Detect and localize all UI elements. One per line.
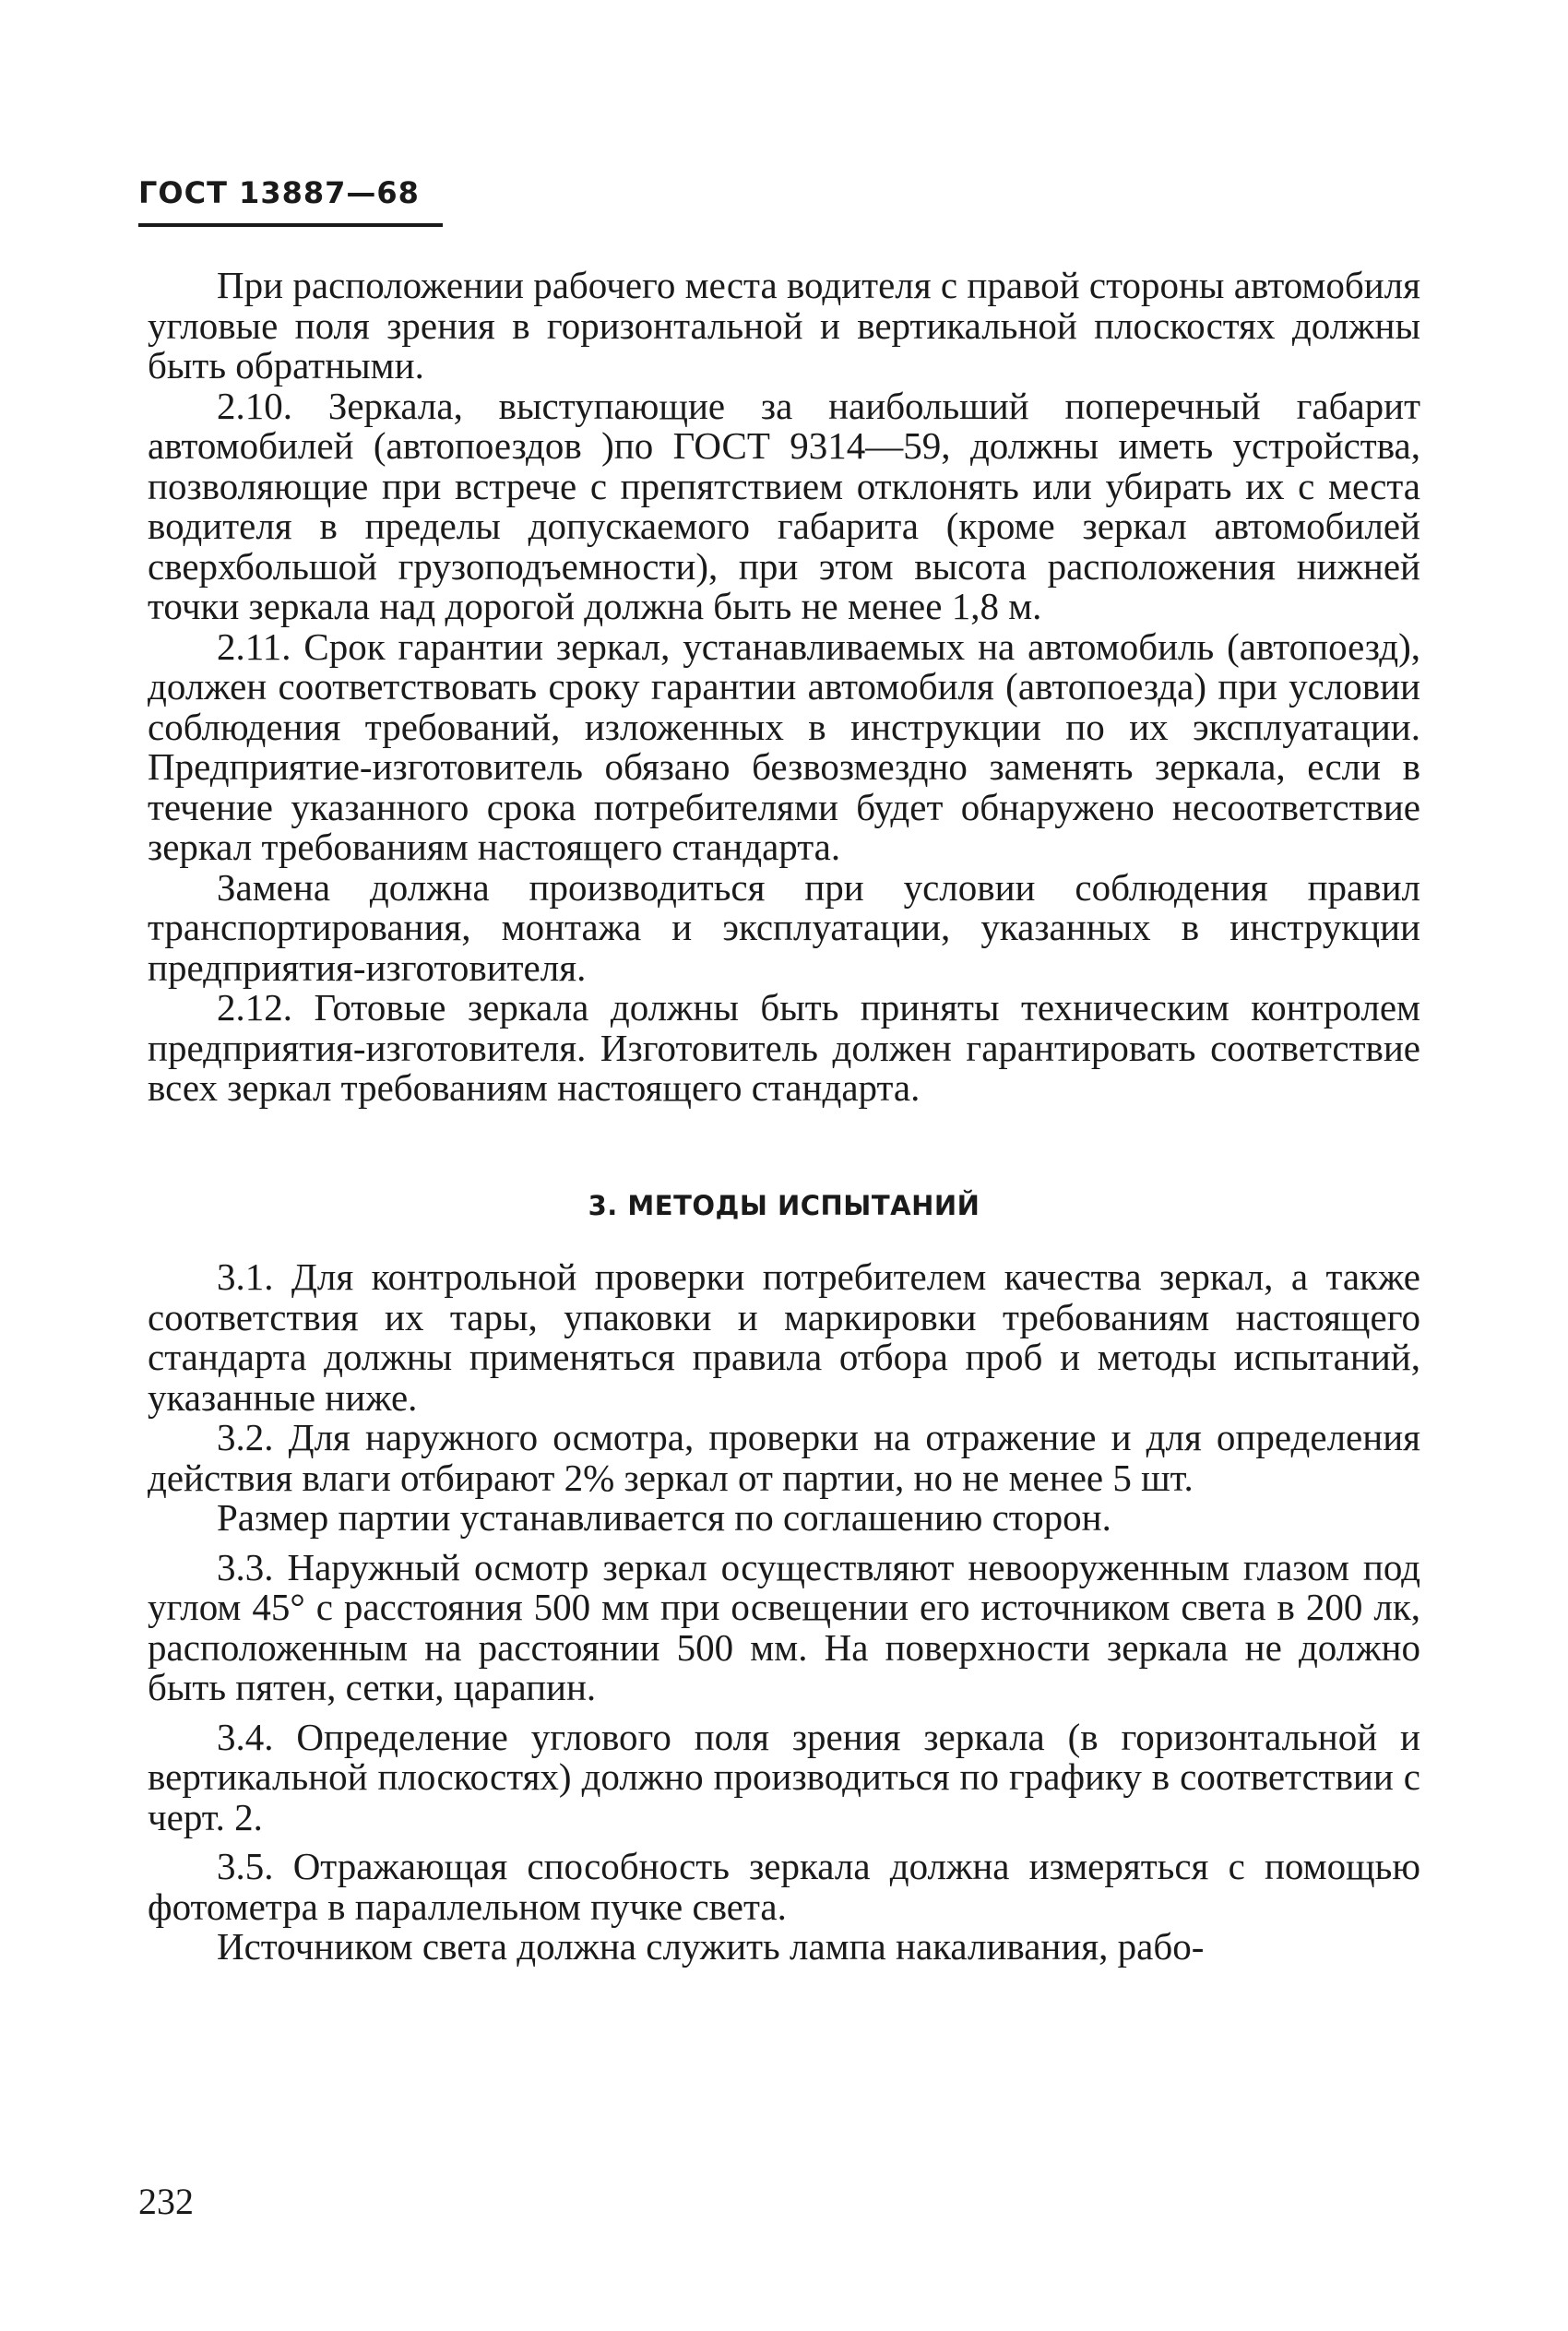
standard-header: ГОСТ 13887—68 <box>138 175 443 227</box>
paragraph-3-3: 3.3. Наружный осмотр зеркал осуществляют невооруженным глазом под углом 45° с расстояния 500 мм при освещении его источником света в 200 лк, расположенным на расстоянии 500 мм. На поверхности зеркала не должно быть пятен, сетки, царапин. <box>148 1545 1420 1708</box>
paragraph-3-4: 3.4. Определение углового поля зрения зеркала (в горизонтальной и вертикальной плоскостях) должно производиться по графику в соответствии с черт. 2. <box>148 1715 1420 1838</box>
page-number: 232 <box>138 2181 194 2222</box>
paragraph-3-2: 3.2. Для наружного осмотра, проверки на отражение и для определения действия влаги отбирают 2% зеркал от партии, но не менее 5 шт. <box>148 1416 1420 1499</box>
paragraph-3-1: 3.1. Для контрольной проверки потребителем качества зеркал, а также соответствия их тары, упаковки и маркировки требованиям настоящего стандарта должны применяться правила отбора проб и методы испытаний, указанные ниже. <box>148 1255 1420 1419</box>
paragraph-3-5: 3.5. Отражающая способность зеркала должна измеряться с помощью фотометра в параллельном пучке света. <box>148 1845 1420 1928</box>
paragraph-2-11: 2.11. Срок гарантии зеркал, устанавливаемых на автомобиль (автопоезд), должен соответствовать сроку гарантии автомобиля (автопоезда) при условии соблюдения требований, изложенных в инструкции по их эксплуатации. Предприятие-изготовитель обязано безвозмездно заменять зеркала, если в течение указанного срока потребителями будет обнаружено несоответствие зеркал требованиям настоящего стандарта. <box>148 624 1420 868</box>
paragraph: При расположении рабочего места водителя с правой стороны автомобиля угловые поля зрения в горизонтальной и вертикальной плоскостях должны быть обратными. <box>148 264 1420 387</box>
document-body <box>148 266 1420 1968</box>
paragraph: Замена должна производиться при условии соблюдения правил транспортирования, монтажа и эксплуатации, указанных в инструкции предприятия-изготовителя. <box>148 865 1420 989</box>
paragraph: Размер партии устанавливается по соглашению сторон. <box>217 1496 1111 1539</box>
section-title: 3. МЕТОДЫ ИСПЫТАНИЙ <box>588 1189 980 1221</box>
paragraph-2-10: 2.10. Зеркала, выступающие за наибольший поперечный габарит автомобилей (автопоездов )по ГОСТ 9314—59, должны иметь устройства, позволяющие при встрече с препятствием отклонять или убирать их с места водителя в пределы допускаемого габарита (кроме зеркал автомобилей сверхбольшой грузоподъемности), при этом высота расположения нижней точки зеркала над дорогой должна быть не менее 1,8 м. <box>148 384 1420 627</box>
paragraph-2-12: 2.12. Готовые зеркала должны быть приняты техническим контролем предприятия-изготовителя. Изготовитель должен гарантировать соответствие всех зеркал требованиям настоящего стандарта. <box>148 986 1420 1109</box>
paragraph: Источником света должна служить лампа накаливания, рабо- <box>217 1925 1205 1968</box>
